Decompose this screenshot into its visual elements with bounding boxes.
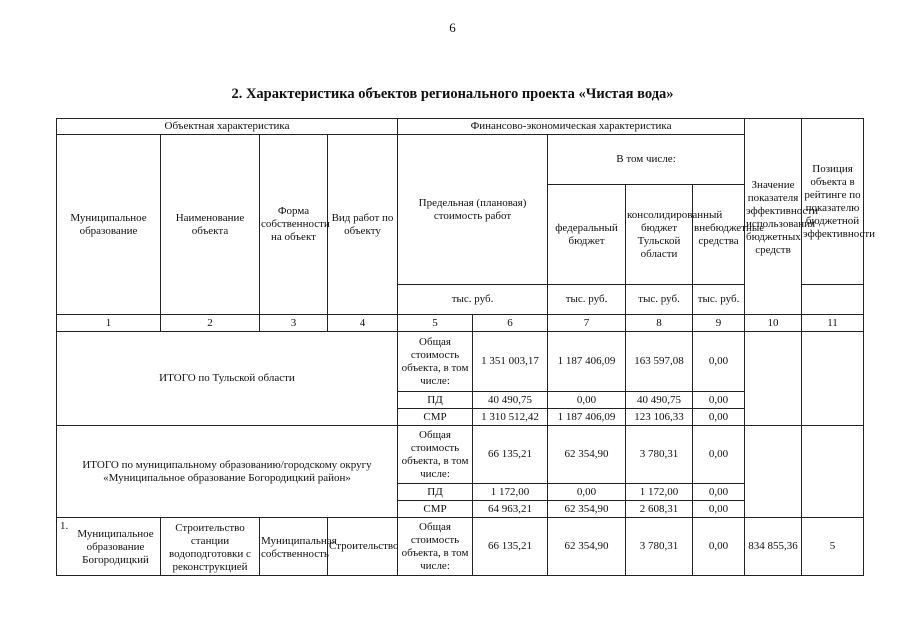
col-number: 7 (548, 315, 626, 332)
cell-efficiency: 834 855,36 (745, 518, 802, 576)
header-financial-characteristic: Финансово-экономическая характеристика (398, 119, 745, 135)
cell-federal: 0,00 (548, 392, 626, 409)
header-consolidated: консолидированный бюджет Тульской области (626, 185, 693, 285)
col-number: 6 (473, 315, 548, 332)
col-number: 2 (161, 315, 260, 332)
cell-federal: 62 354,90 (548, 518, 626, 576)
unit-consolidated: тыс. руб. (626, 285, 693, 315)
cell-rating (802, 426, 864, 518)
cell-total: 1 351 003,17 (473, 332, 548, 392)
cell-consolidated: 2 608,31 (626, 501, 693, 518)
unit-extra: тыс. руб. (693, 285, 745, 315)
row-type: Общая стоимость объекта, в том числе: (398, 518, 473, 576)
header-including: В том числе: (548, 135, 745, 185)
header-efficiency: Значение показателя эффективности использования бюджетных средств (745, 119, 802, 315)
row-type: СМР (398, 501, 473, 518)
cell-consolidated: 123 106,33 (626, 409, 693, 426)
cell-federal: 1 187 406,09 (548, 332, 626, 392)
row-type: Общая стоимость объекта, в том числе: (398, 332, 473, 392)
cell-total: 64 963,21 (473, 501, 548, 518)
header-ownership: Форма собственности на объект (260, 135, 328, 315)
row-type: Общая стоимость объекта, в том числе: (398, 426, 473, 484)
col-number: 1 (57, 315, 161, 332)
table-row (57, 332, 864, 392)
cell-federal: 1 187 406,09 (548, 409, 626, 426)
cell-extra: 0,00 (693, 518, 745, 576)
header-rating: Позиция объекта в рейтинге по показателю бюджетной эффективности (802, 119, 864, 285)
cell-federal: 62 354,90 (548, 426, 626, 484)
object-municipality: Муниципальное образование Богородицкий (77, 528, 154, 566)
header-rating-blank (802, 285, 864, 315)
cell-extra: 0,00 (693, 501, 745, 518)
cell-total: 1 310 512,42 (473, 409, 548, 426)
cell-total: 66 135,21 (473, 426, 548, 484)
col-number: 8 (626, 315, 693, 332)
header-object-name: Наименование объекта (161, 135, 260, 315)
cell-total: 40 490,75 (473, 392, 548, 409)
object-number: 1. (60, 520, 69, 532)
cell-consolidated: 3 780,31 (626, 518, 693, 576)
table-row (57, 426, 864, 484)
cell-extra: 0,00 (693, 409, 745, 426)
document-title: 2. Характеристика объектов регионального проекта «Чистая вода» (231, 86, 674, 102)
cell-rating: 5 (802, 518, 864, 576)
col-number: 5 (398, 315, 473, 332)
object-name: Строительство станции водоподготовки с реконструкцией (161, 518, 260, 576)
row-type: СМР (398, 409, 473, 426)
cell-federal: 0,00 (548, 484, 626, 501)
cell-consolidated: 1 172,00 (626, 484, 693, 501)
cell-consolidated: 3 780,31 (626, 426, 693, 484)
cell-total: 66 135,21 (473, 518, 548, 576)
cell-extra: 0,00 (693, 484, 745, 501)
table-row (57, 518, 864, 576)
objects-table (56, 118, 876, 576)
cell-consolidated: 163 597,08 (626, 332, 693, 392)
cell-efficiency (745, 332, 802, 426)
total-district-label: ИТОГО по муниципальному образованию/городскому округу «Муниципальное образование Богородицкий район» (57, 426, 398, 518)
col-number: 11 (802, 315, 864, 332)
row-type: ПД (398, 392, 473, 409)
unit-federal: тыс. руб. (548, 285, 626, 315)
col-number: 4 (328, 315, 398, 332)
cell-extra: 0,00 (693, 392, 745, 409)
cell-extra: 0,00 (693, 332, 745, 392)
total-region-label: ИТОГО по Тульской области (57, 332, 398, 426)
header-municipality: Муниципальное образование (57, 135, 161, 315)
header-extrabudget: внебюджетные средства (693, 185, 745, 285)
page-number: 6 (449, 20, 456, 35)
cell-federal: 62 354,90 (548, 501, 626, 518)
cell-total: 1 172,00 (473, 484, 548, 501)
cell-rating (802, 332, 864, 426)
cell-extra: 0,00 (693, 426, 745, 484)
object-ownership: Муниципальная собственность (260, 518, 328, 576)
unit-cost: тыс. руб. (398, 285, 548, 315)
header-max-cost: Предельная (плановая) стоимость работ (398, 135, 548, 285)
col-number: 3 (260, 315, 328, 332)
cell-consolidated: 40 490,75 (626, 392, 693, 409)
header-federal: федеральный бюджет (548, 185, 626, 285)
col-number: 9 (693, 315, 745, 332)
col-number: 10 (745, 315, 802, 332)
header-object-characteristic: Объектная характеристика (57, 119, 398, 135)
header-work-type: Вид работ по объекту (328, 135, 398, 315)
row-type: ПД (398, 484, 473, 501)
object-work-type: Строительство (328, 518, 398, 576)
cell-efficiency (745, 426, 802, 518)
object-municipality-cell (57, 518, 161, 576)
